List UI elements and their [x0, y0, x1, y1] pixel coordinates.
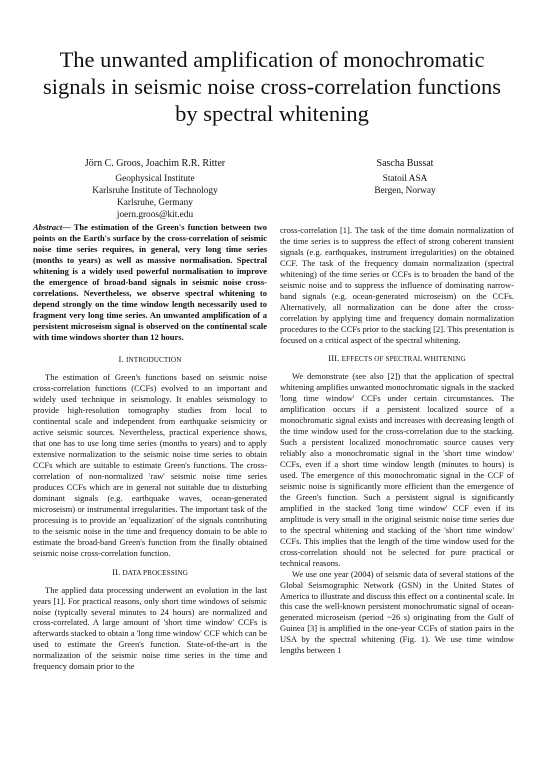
abstract-lead: Abstract	[33, 222, 63, 232]
section-title: EFFECTS OF SPECTRAL WHITENING	[341, 355, 466, 364]
author-email: joern.groos@kit.edu	[116, 210, 194, 220]
section-heading-introduction	[33, 354, 267, 366]
section-heading-spectral-whitening	[280, 353, 514, 365]
author-name: Sascha Bussat	[376, 158, 434, 169]
section-title: INTRODUCTION	[125, 356, 182, 365]
right-column	[280, 225, 514, 656]
author-affiliation-line: Karlsruhe, Germany	[117, 198, 193, 208]
section-heading-data-processing	[33, 567, 267, 579]
paragraph: cross-correlation [1]. The task of the time domain normalization of the time series is to suppress the effect of strong coherent transient signals (e.g. earthquakes, instrument irregularities) on the obtained CCF. The task of the frequency domain normalization (spectral whitening) of the time series or CCFs is to broaden the band of the seismic noise and to suppress the influence of dominating narrow-band signals (e.g. ocean-generated microseism) on the CCFs. Alternatively, all normalization can be done after the cross-correlation by applying time and frequency domain normalization procedures to the CCFs prior to the stacking [2]. This presentation is focused on a critical aspect of the spectral whitening.	[280, 225, 514, 345]
paragraph: We demonstrate (see also [2]) that the application of spectral whitening amplifies unwanted monochromatic signals in the stacked 'long time window' CCFs under certain circumstances. The amplification occurs if a persistent localized source of a monochromatic signal exists and increases with decreasing length of the time window used for the cross-correlation due to the stacking. Such a persistent localized monochromatic source causes very reliably also a monochromatic signal in the 'short time window' CCFs, even if a short time window length (minutes to hours) is used. The emergence of this monochromatic signal in the CCF of seismic noise is significantly more efficient than the emergence of the Green's function. Such a persistent signal is significantly amplified in the stacked 'long time window' CCF even if its amplitude is very small in the original seismic noise time series due to the spectral whitening and stacking of the 'short time window' CCFs. This implies that the length of the time window used for the cross-correlation should not be selected for pure practical or technical reasons.	[280, 371, 514, 568]
paragraph: We use one year (2004) of seismic data of several stations of the Global Seismographic Network (GSN) in the United States of America to illustrate and discuss this effect on a continental scale. In this case the well-known persistent monochromatic signal of ocean-generated microseism (period ~26 s) originating from the Gulf of Guinea [3] is amplified in the one-year CCFs of station pairs in the USA by the spectral whitening (Fig. 1). We use time window lengths between 1	[280, 568, 514, 656]
abstract-text: — The estimation of the Green's function between two points on the Earth's surface by the cross-correlation of seismic noise time series requires, in general, very long time series (months to years) as well as massive normalisation. Spectral whitening is a widely used powerful normalisation to improve the emergence of broad-band signals in seismic noise cross-correlations. Nevertheless, we observe spectral whitening to depend strongly on the time window length necessarily used to fragment very long time series. An unwanted amplification of a persistent microseism signal is observed on the continental scale with time windows shorter than 12 hours.	[33, 222, 267, 342]
paper-title: The unwanted amplification of monochromatic signals in seismic noise cross-correlation functions by spectral whitening	[42, 47, 502, 126]
author-affiliation-line: Bergen, Norway	[374, 186, 436, 196]
paragraph: The applied data processing underwent an evolution in the last years [1]. For practical reasons, only short time windows of seismic noise (typically several minutes to 24 hours) are normalized and cross-correlated. A large amount of 'short time window' CCFs is afterwards stacked to obtain a 'long time window' CCF which can be used to estimate the Green's function. State-of-the-art is the normalization of the seismic noise time series in the time and frequency domain prior to the	[33, 584, 267, 672]
section-title: DATA PROCESSING	[122, 568, 188, 577]
section-number: III.	[328, 353, 340, 364]
author-affiliation-line: Statoil ASA	[382, 174, 428, 184]
author-block-2	[305, 158, 505, 197]
left-column	[33, 222, 267, 672]
section-number: I.	[118, 354, 124, 365]
abstract	[33, 222, 267, 342]
paragraph: The estimation of Green's functions based on seismic noise cross-correlation functions (CCFs) evolved to an important and widely used technique in seismology. It enables seismology to provide high-resolution tomography studies from local to continental scale and independent from earthquake seismicity or active seismic sources. Nevertheless, practical experience shows, that one has to use long time series (months to years) and to apply extensive normalization to the seismic noise time series to obtain CCFs which are suitable to estimate Green's functions. The cross-correlation of non-normalized 'raw' seismic noise time series produces CCFs which are in general not suitable due to disturbing dominant signals (e.g. earthquake waves, ocean-generated microseism) or instrumental irregularities. The important task of the processing is to provide an 'equalization' of the signals contributing to the seismic noise in the time and frequency domain to be able to estimate the broad-band Green's function from the finally obtained seismic noise cross-correlation function.	[33, 372, 267, 558]
author-block-1	[55, 158, 255, 221]
author-affiliation-line: Geophysical Institute	[115, 174, 195, 184]
author-affiliation-line: Karlsruhe Institute of Technology	[92, 186, 218, 196]
section-number: II.	[112, 566, 121, 577]
author-name: Jörn C. Groos, Joachim R.R. Ritter	[84, 158, 226, 169]
